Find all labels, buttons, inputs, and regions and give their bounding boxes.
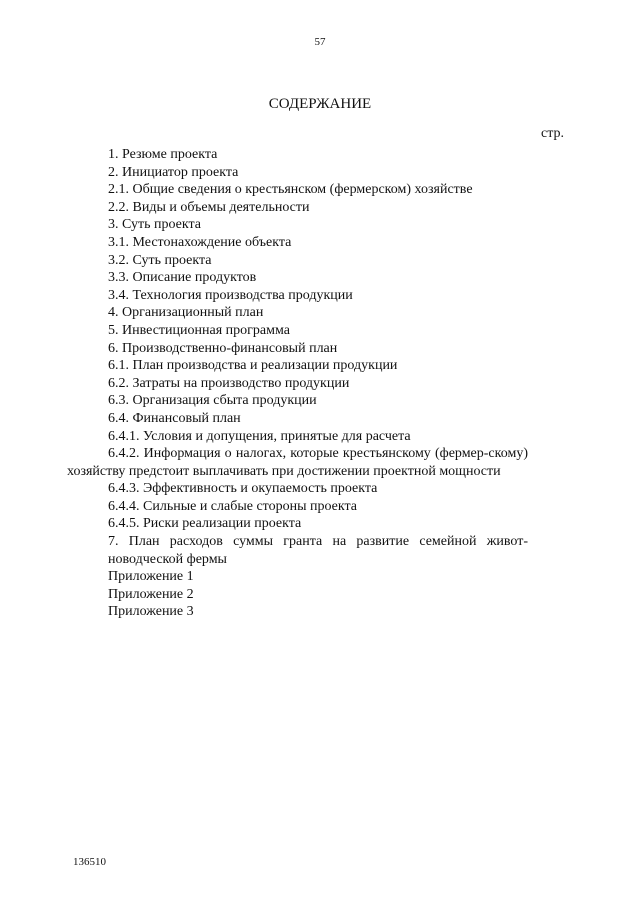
toc-title: СОДЕРЖАНИЕ: [268, 96, 372, 112]
toc-entry: Приложение 2: [108, 586, 194, 602]
page-number: 57: [314, 36, 326, 48]
toc-entry: 2. Инициатор проекта: [108, 164, 239, 180]
toc-entry: 6.4. Финансовый план: [108, 410, 241, 426]
toc-entry: Приложение 1: [108, 569, 194, 585]
document-code: 136510: [73, 856, 106, 868]
toc-entry: 3.3. Описание продуктов: [108, 270, 257, 286]
table-of-contents: [67, 146, 528, 621]
toc-entry: 6.4.1. Условия и допущения, принятые для расчета: [108, 428, 411, 444]
toc-entry: 3.4. Технология производства продукции: [108, 287, 353, 303]
toc-entry: 6.4.4. Сильные и слабые стороны проекта: [108, 498, 358, 514]
toc-entry: 3. Суть проекта: [108, 217, 201, 233]
toc-entry: 1. Резюме проекта: [108, 147, 218, 162]
toc-entry: 6.2. Затраты на производство продукции: [108, 375, 350, 391]
toc-entry: 6. Производственно-финансовый план: [108, 340, 338, 356]
toc-entry: 2.2. Виды и объемы деятельности: [108, 199, 310, 215]
pages-column-label: стр.: [541, 126, 565, 141]
toc-entry: 5. Инвестиционная программа: [108, 322, 290, 338]
toc-entry: 6.4.5. Риски реализации проекта: [108, 516, 302, 532]
toc-entry: 6.1. План производства и реализации продукции: [108, 358, 398, 374]
toc-entry: 3.2. Суть проекта: [108, 252, 212, 268]
toc-entry: 6.3. Организация сбыта продукции: [108, 393, 317, 409]
toc-entry: 4. Организационный план: [108, 305, 264, 321]
toc-entry: 3.1. Местонахождение объекта: [108, 234, 292, 250]
toc-entry: Приложение 3: [108, 604, 194, 620]
toc-entry: 6.4.3. Эффективность и окупаемость проекта: [108, 481, 378, 497]
toc-entry: 2.1. Общие сведения о крестьянском (фермерском) хозяйстве: [108, 182, 473, 198]
toc-entry-multiline: 6.4.2. Информация о налогах, которые крестьянскому (фермер-скому) хозяйству предстоит выплачивать при достижении проектной мощности: [67, 446, 528, 479]
toc-entry-multiline: 7. План расходов суммы гранта на развитие семейной живот-новодческой фермы: [108, 534, 528, 567]
